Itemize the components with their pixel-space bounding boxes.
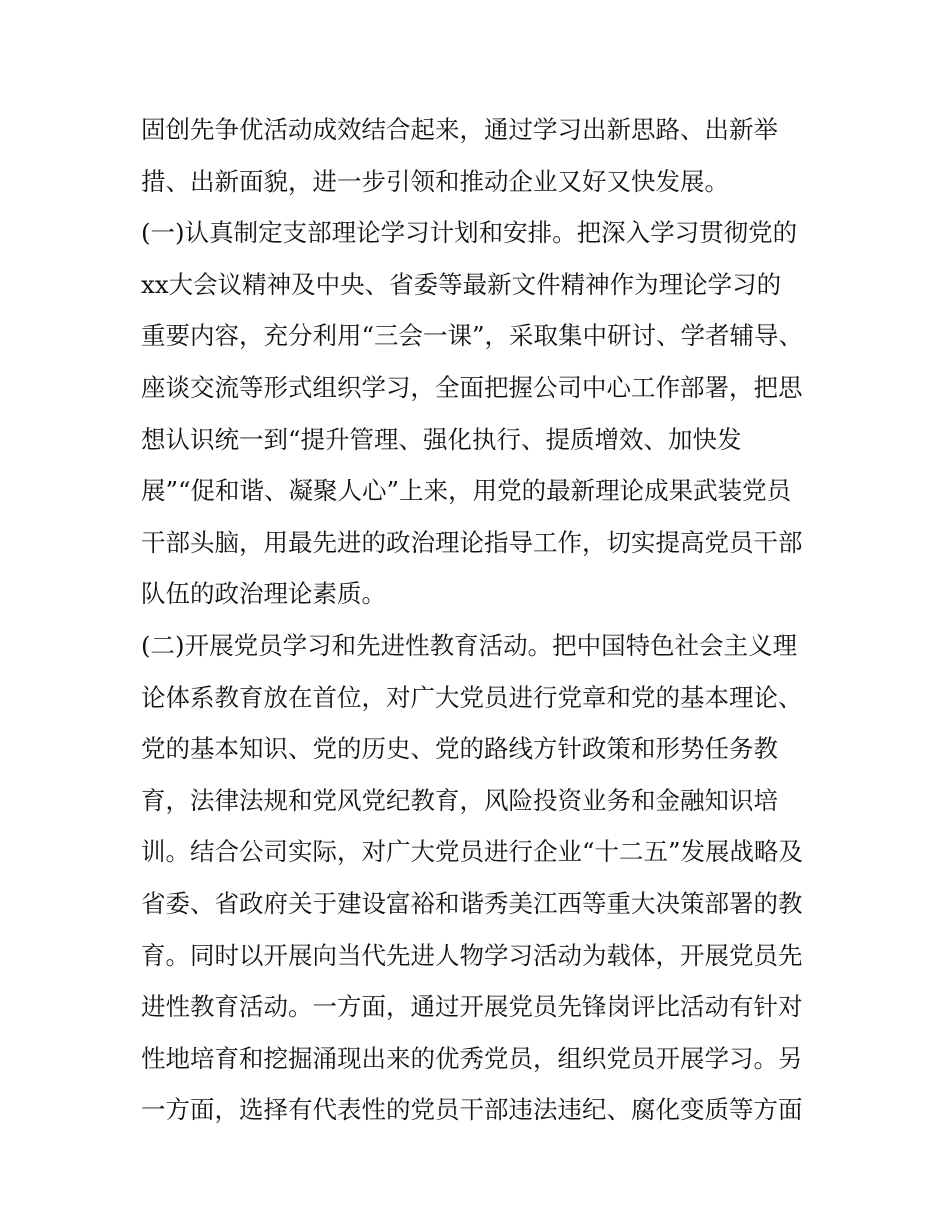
text-line: 育，法律法规和党风党纪教育，风险投资业务和金融知识培 [141, 785, 778, 815]
text-line: (二)开展党员学习和先进性教育活动。把中国特色社会主义理 [141, 630, 798, 660]
text-line: 措、出新面貌，进一步引领和推动企业又好又快发展。 [141, 166, 729, 196]
text-line: 性地培育和挖掘涌现出来的优秀党员，组织党员开展学习。另 [141, 1043, 803, 1073]
text-line: 干部头脑，用最先进的政治理论指导工作，切实提高党员干部 [141, 527, 803, 557]
text-line: 训。结合公司实际，对广大党员进行企业“十二五”发展战略及 [141, 837, 804, 867]
text-line: 展”“促和谐、凝聚人心”上来，用党的最新理论成果武装党员 [141, 476, 792, 506]
text-line: 论体系教育放在首位，对广大党员进行党章和党的基本理论、 [141, 682, 803, 712]
text-line: 固创先争优活动成效结合起来，通过学习出新思路、出新举 [141, 115, 778, 144]
text-line: 一方面，选择有代表性的党员干部违法违纪、腐化变质等方面 [141, 1095, 803, 1125]
text-line: 想认识统一到“提升管理、强化执行、提质增效、加快发 [141, 424, 742, 454]
text-line: 育。同时以开展向当代先进人物学习活动为载体，开展党员先 [141, 940, 803, 970]
text-line: (一)认真制定支部理论学习计划和安排。把深入学习贯彻党的 [141, 218, 798, 248]
text-line: 进性教育活动。一方面，通过开展党员先锋岗评比活动有针对 [141, 992, 803, 1022]
text-line: 党的基本知识、党的历史、党的路线方针政策和形势任务教 [141, 734, 778, 764]
text-line: xx大会议精神及中央、省委等最新文件精神作为理论学习的 [141, 269, 782, 299]
text-line: 座谈交流等形式组织学习，全面把握公司中心工作部署，把思 [141, 372, 803, 402]
text-line: 队伍的政治理论素质。 [141, 579, 386, 609]
text-line: 重要内容，充分利用“三会一课”，采取集中研讨、学者辅导、 [141, 321, 804, 351]
body-text [141, 104, 831, 1136]
text-line: 省委、省政府关于建设富裕和谐秀美江西等重大决策部署的教 [141, 888, 803, 918]
